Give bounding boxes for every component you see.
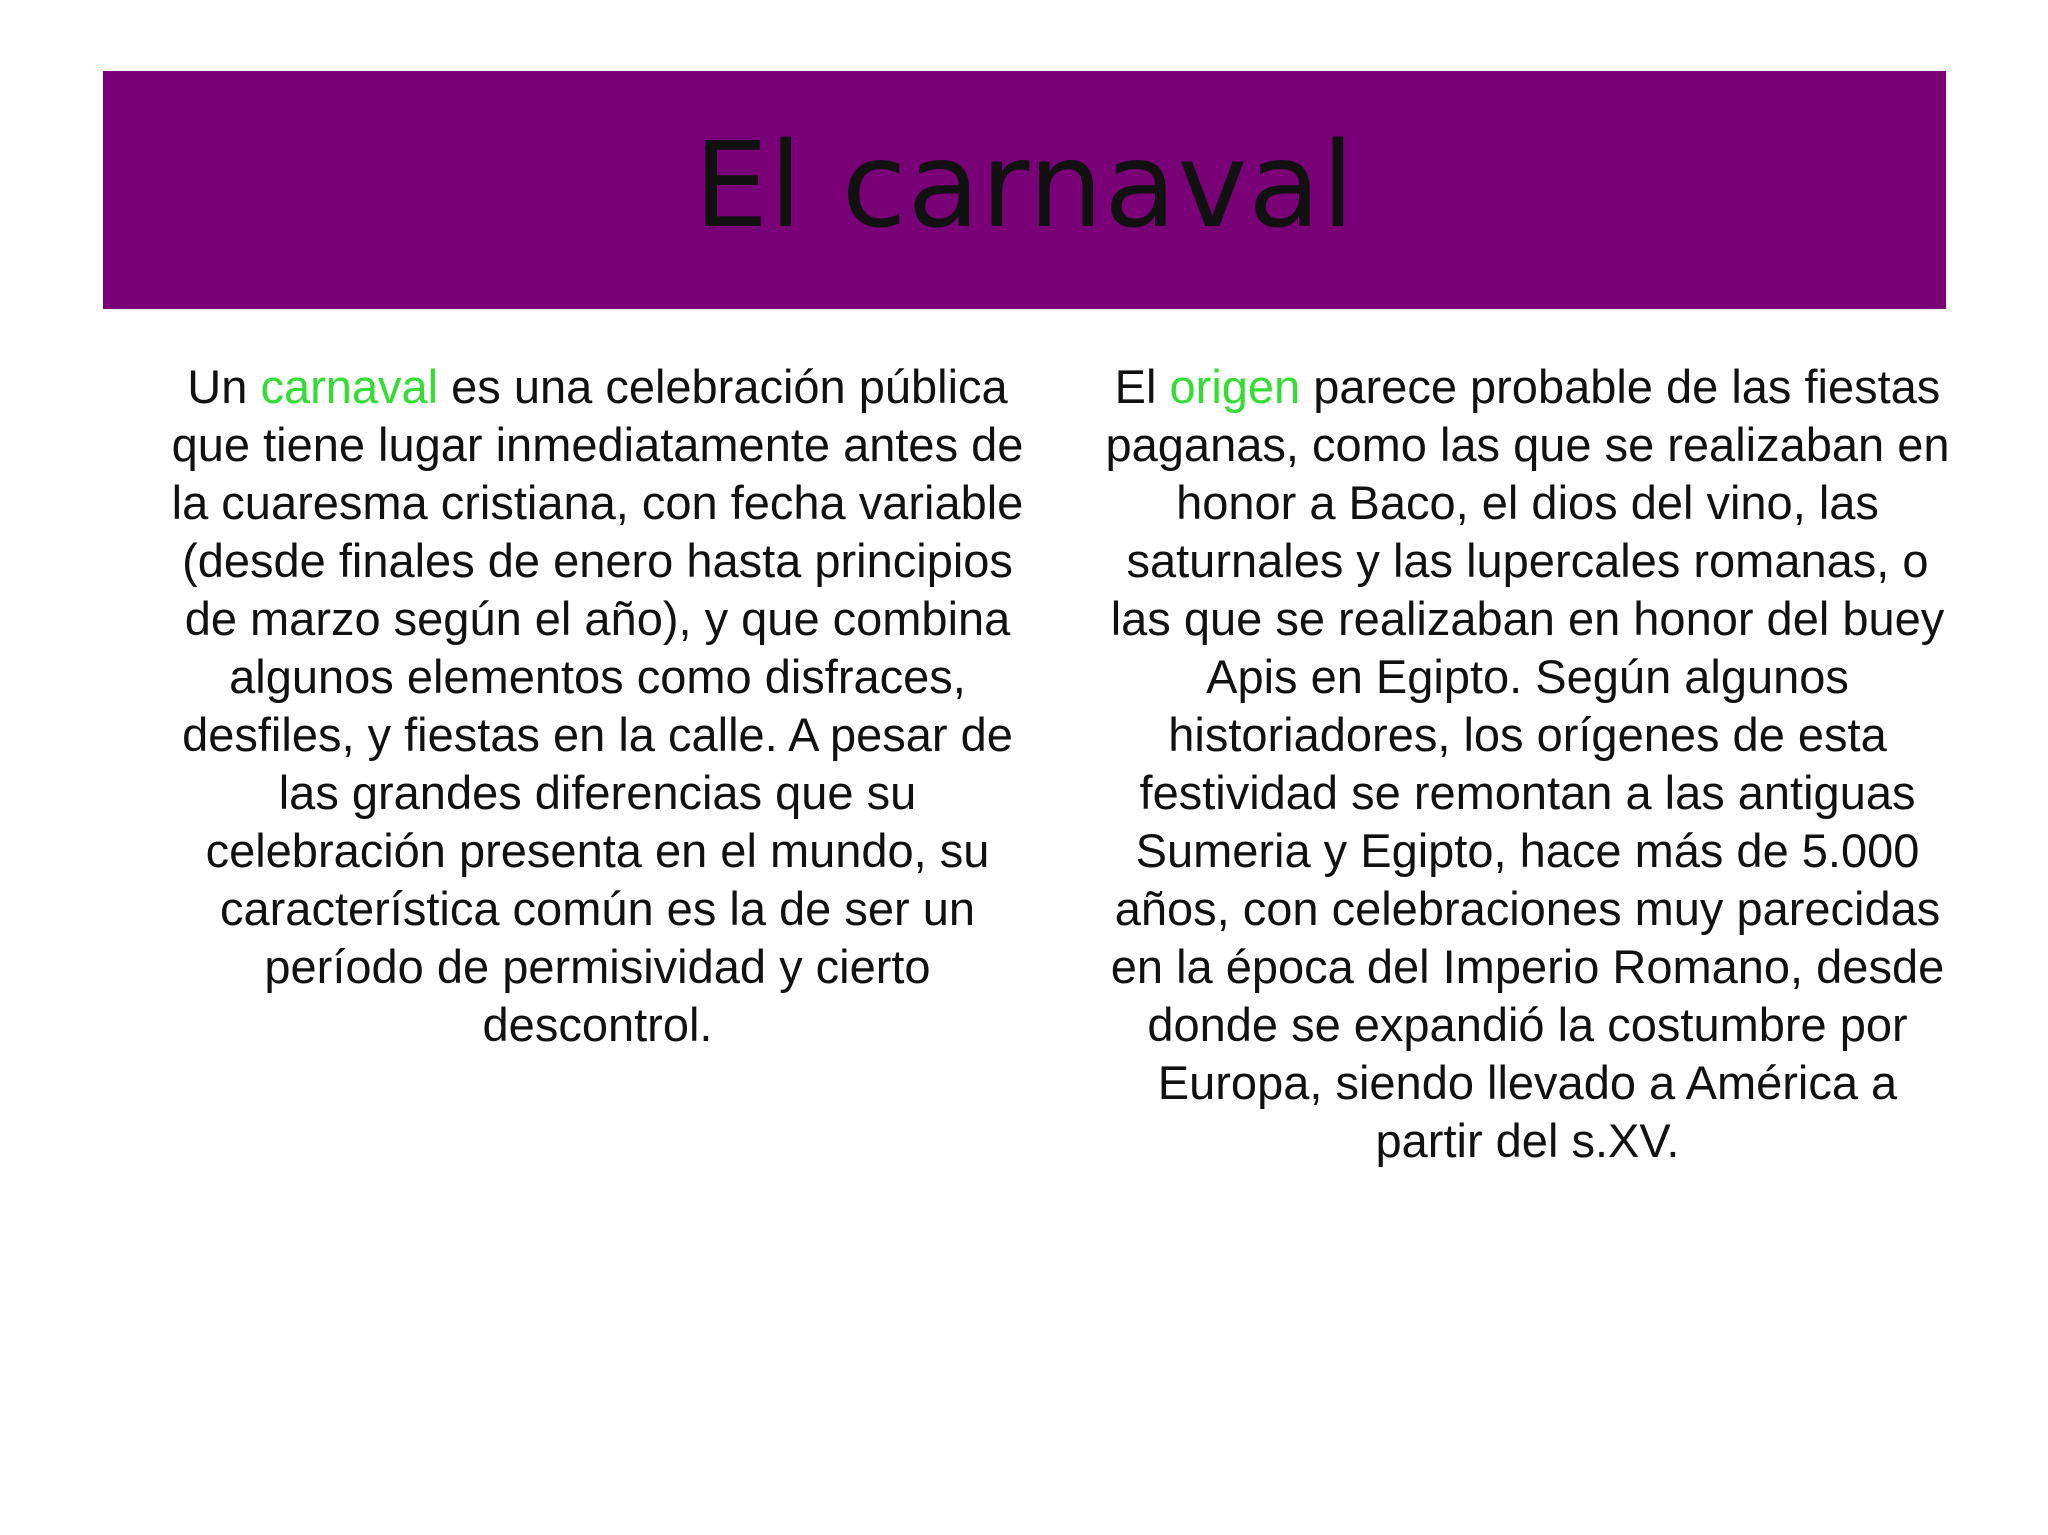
left-text-rest: es una celebración pública que tiene lugar inmediatamente antes de la cuaresma cristiana, con fecha variable (desde finales de enero hasta principios de marzo según el año), y que combina algunos elementos como disfraces, desfiles, y fiestas en la calle. A pesar de las grandes diferencias que su celebración presenta en el mundo, su característica común es la de ser un período de permisividad y cierto descontrol. — [171, 360, 1024, 1051]
right-text-start: El — [1114, 360, 1170, 413]
right-highlight-word: origen — [1169, 360, 1301, 413]
left-paragraph — [170, 358, 1025, 1054]
left-highlight-word: carnaval — [260, 360, 439, 413]
title-banner — [103, 71, 1946, 309]
right-text-rest: parece probable de las fiestas paganas, como las que se realizaban en honor a Baco, el dios del vino, las saturnales y las lupercales romanas, o las que se realizaban en honor del buey Apis en Egipto. Según algunos historiadores, los orígenes de esta festividad se remontan a las antiguas Sumeria y Egipto, hace más de 5.000 años, con celebraciones muy parecidas en la época del Imperio Romano, desde donde se expandió la costumbre por Europa, siendo llevado a América a partir del s.XV. — [1105, 360, 1950, 1167]
right-paragraph — [1100, 358, 1955, 1170]
left-text-start: Un — [187, 360, 261, 413]
slide-title: El carnaval — [693, 116, 1356, 254]
